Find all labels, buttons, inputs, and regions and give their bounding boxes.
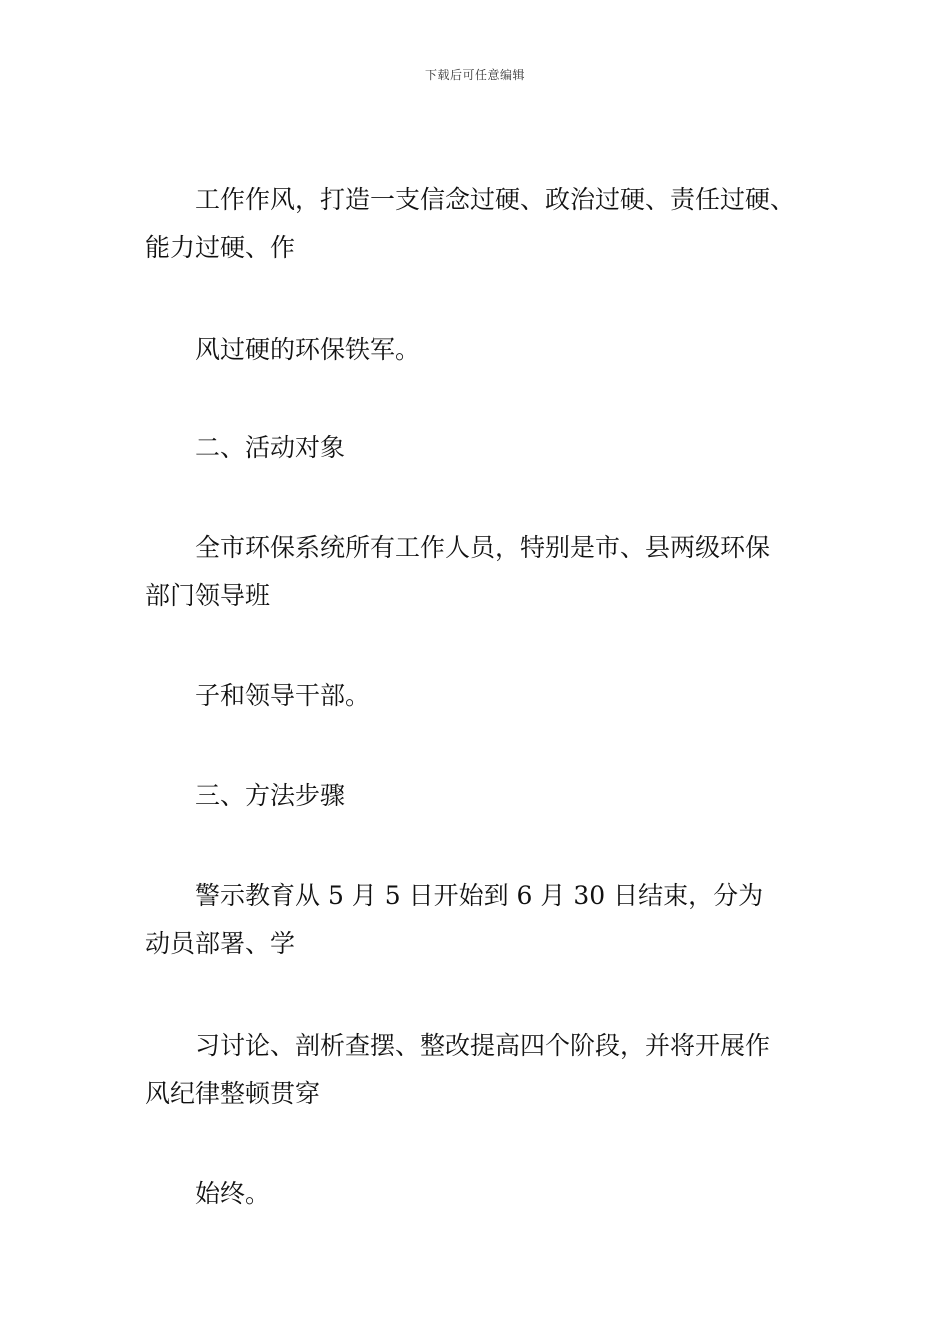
paragraph-line: 动员部署、学	[145, 929, 296, 958]
paragraph-line: 能力过硬、作	[145, 233, 296, 262]
page-header: 下载后可任意编辑	[424, 68, 525, 82]
paragraph-line: 风纪律整顿贯穿	[145, 1079, 321, 1108]
paragraph	[145, 326, 825, 374]
paragraph-line: 习讨论、剖析查摆、整改提高四个阶段，并将开展作	[195, 1031, 771, 1060]
paragraph-line: 风过硬的环保铁军。	[195, 335, 421, 364]
section-heading	[145, 424, 825, 472]
paragraph-line: 子和领导干部。	[195, 681, 371, 710]
paragraph	[145, 176, 825, 272]
section-heading-text: 三、方法步骤	[195, 781, 346, 810]
paragraph-line: 部门领导班	[145, 581, 271, 610]
paragraph	[145, 1022, 825, 1118]
paragraph	[145, 1170, 825, 1218]
section-heading-text: 二、活动对象	[195, 433, 346, 462]
paragraph-line: 始终。	[195, 1179, 271, 1208]
paragraph	[145, 872, 825, 968]
paragraph	[145, 672, 825, 720]
paragraph	[145, 524, 825, 620]
section-heading	[145, 772, 825, 820]
paragraph-line: 警示教育从 5 月 5 日开始到 6 月 30 日结束，分为	[195, 881, 764, 910]
paragraph-line: 全市环保系统所有工作人员，特别是市、县两级环保	[195, 533, 771, 562]
paragraph-line: 工作作风，打造一支信念过硬、政治过硬、责任过硬、	[195, 185, 796, 214]
